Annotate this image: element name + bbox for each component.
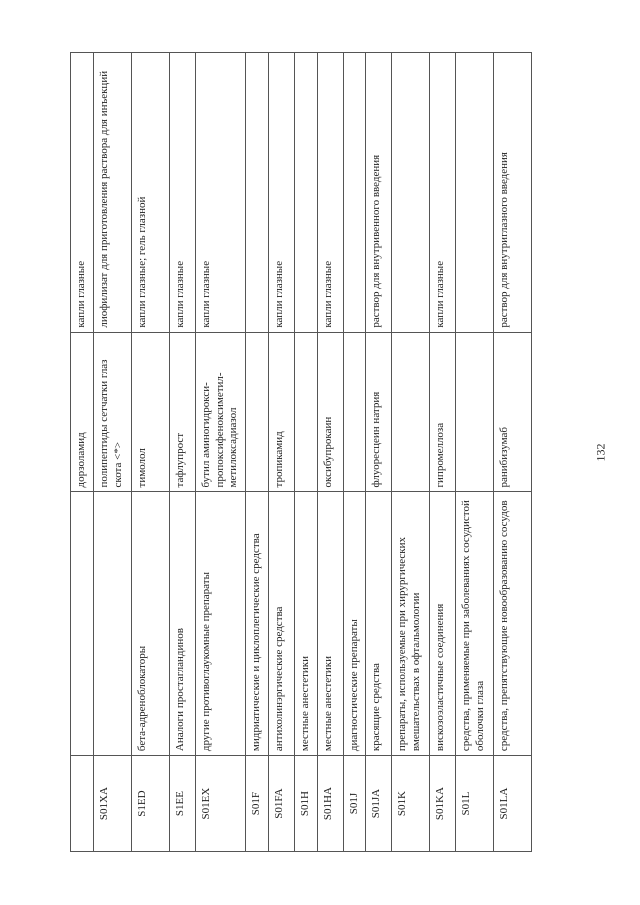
dosage-form: капли глазные xyxy=(317,53,343,333)
dosage-form xyxy=(294,53,317,333)
drug-table xyxy=(70,52,532,852)
group-name: мидриатические и циклоплегические средства xyxy=(246,492,269,756)
atc-code: S01K xyxy=(392,756,430,852)
dosage-form: капли глазные xyxy=(268,53,294,333)
group-name xyxy=(71,492,94,756)
atc-code: S01L xyxy=(456,756,494,852)
page-number: 132 xyxy=(593,443,608,462)
drug-name: бутил аминогидрокси-пропоксифеноксиметил-метилоксадиазол xyxy=(195,332,245,492)
table-row xyxy=(246,53,269,852)
table-row xyxy=(343,53,366,852)
group-name: средства, препятствующие новообразованию сосудов xyxy=(494,492,532,756)
drug-name: гипромеллоза xyxy=(430,332,456,492)
dosage-form: капли глазные; гель глазной xyxy=(131,53,169,333)
table-row xyxy=(392,53,430,852)
atc-code: S01F xyxy=(246,756,269,852)
drug-name: полипептиды сетчатки глаз скота <*> xyxy=(93,332,131,492)
group-name: красящие средства xyxy=(366,492,392,756)
table-row xyxy=(169,53,195,852)
dosage-form: капли глазные xyxy=(195,53,245,333)
group-name: препараты, используемые при хирургических вмешательствах в офтальмологии xyxy=(392,492,430,756)
group-name: местные анестетики xyxy=(294,492,317,756)
atc-code: S01JA xyxy=(366,756,392,852)
atc-code: S01XA xyxy=(93,756,131,852)
atc-code: S01FA xyxy=(268,756,294,852)
table-row xyxy=(366,53,392,852)
dosage-form xyxy=(456,53,494,333)
atc-code: S01KA xyxy=(430,756,456,852)
table-row xyxy=(93,53,131,852)
dosage-form: капли глазные xyxy=(71,53,94,333)
dosage-form: капли глазные xyxy=(430,53,456,333)
group-name: вискозоэластичные соединения xyxy=(430,492,456,756)
group-name: Аналоги простагландинов xyxy=(169,492,195,756)
drug-name: ранибизумаб xyxy=(494,332,532,492)
table-row xyxy=(494,53,532,852)
drug-name: флуоресцеин натрия xyxy=(366,332,392,492)
atc-code: S1ED xyxy=(131,756,169,852)
group-name: местные анестетики xyxy=(317,492,343,756)
drug-name: дорзоламид xyxy=(71,332,94,492)
table-row xyxy=(430,53,456,852)
drug-name: оксибупрокаин xyxy=(317,332,343,492)
dosage-form: раствор для внутриглазного введения xyxy=(494,53,532,333)
group-name: средства, применяемые при заболеваниях сосудистой оболочки глаза xyxy=(456,492,494,756)
drug-name xyxy=(456,332,494,492)
atc-code: S01H xyxy=(294,756,317,852)
dosage-form xyxy=(246,53,269,333)
drug-name: тимолол xyxy=(131,332,169,492)
atc-code: S01HA xyxy=(317,756,343,852)
group-name: антихолинэргические средства xyxy=(268,492,294,756)
dosage-form: лиофилизат для приготовления раствора для инъекций xyxy=(93,53,131,333)
atc-code xyxy=(71,756,94,852)
drug-name xyxy=(246,332,269,492)
table-row xyxy=(456,53,494,852)
atc-code: S01LA xyxy=(494,756,532,852)
dosage-form xyxy=(343,53,366,333)
table-row xyxy=(268,53,294,852)
atc-code: S01EX xyxy=(195,756,245,852)
table-row xyxy=(195,53,245,852)
drug-name xyxy=(343,332,366,492)
rotated-page xyxy=(60,42,580,862)
table-row xyxy=(131,53,169,852)
group-name: бета-адреноблокаторы xyxy=(131,492,169,756)
atc-code: S01J xyxy=(343,756,366,852)
table-row xyxy=(294,53,317,852)
drug-name: тропикамид xyxy=(268,332,294,492)
drug-name xyxy=(294,332,317,492)
drug-name: тафлупрост xyxy=(169,332,195,492)
atc-code: S1EE xyxy=(169,756,195,852)
table-row xyxy=(71,53,94,852)
group-name: другие противоглаукомные препараты xyxy=(195,492,245,756)
group-name: диагностические препараты xyxy=(343,492,366,756)
dosage-form: капли глазные xyxy=(169,53,195,333)
table-row xyxy=(317,53,343,852)
dosage-form xyxy=(392,53,430,333)
group-name xyxy=(93,492,131,756)
dosage-form: раствор для внутривенного введения xyxy=(366,53,392,333)
drug-name xyxy=(392,332,430,492)
